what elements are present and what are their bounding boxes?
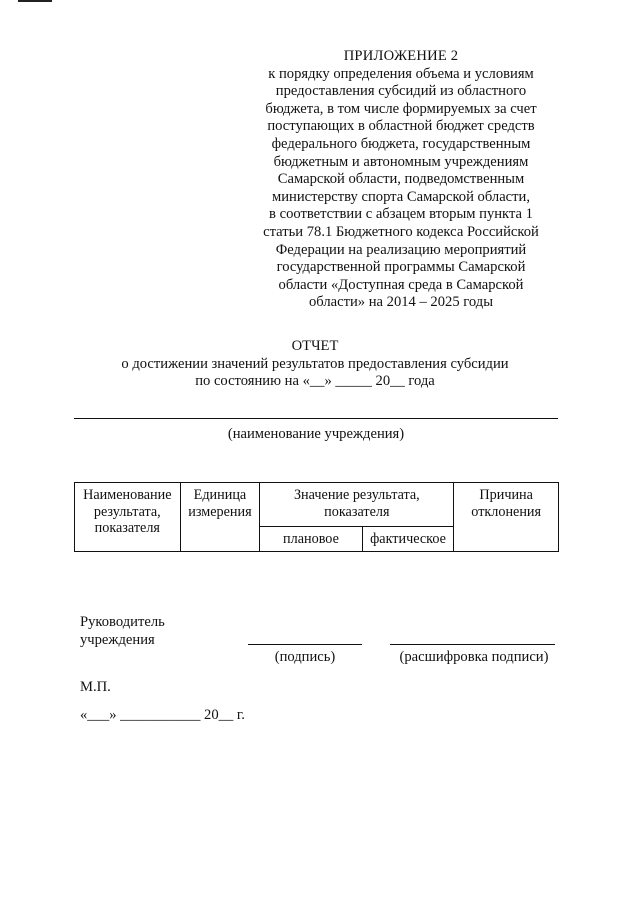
stamp-label: М.П. xyxy=(80,679,111,695)
appendix-block xyxy=(236,48,566,312)
signature-decoding-caption: (расшифровка подписи) xyxy=(399,649,549,665)
signature-caption: (подпись) xyxy=(274,649,336,665)
appendix-line: министерству спорта Самарской области, xyxy=(272,188,530,205)
appendix-line: предоставления субсидий из областного xyxy=(275,83,527,100)
appendix-line: Самарской области, подведомственным xyxy=(277,171,525,188)
header-unit: Единица измерения xyxy=(180,483,260,552)
header-planned: плановое xyxy=(260,527,362,552)
appendix-line: поступающих в областной бюджет средств xyxy=(267,118,535,135)
signature-line xyxy=(248,644,362,645)
appendix-title: ПРИЛОЖЕНИЕ 2 xyxy=(343,48,459,64)
table-header-row xyxy=(75,483,559,527)
appendix-line: области «Доступная среда в Самарской xyxy=(278,276,524,293)
header-value: Значение результата, показателя xyxy=(260,483,454,527)
organization-caption: (наименование учреждения) xyxy=(227,426,405,442)
date-line: «___» ___________ 20__ г. xyxy=(80,707,245,723)
scan-corner-mark xyxy=(18,0,52,6)
appendix-line: бюджета, в том числе формируемых за счет xyxy=(265,100,537,117)
appendix-line: Федерации на реализацию мероприятий xyxy=(275,241,527,258)
organization-name-line xyxy=(74,418,558,419)
header-actual: фактическое xyxy=(362,527,454,552)
results-table xyxy=(74,482,559,552)
appendix-line: к порядку определения объема и условиям xyxy=(268,65,534,82)
signature-decoding-line xyxy=(390,644,555,645)
report-title: ОТЧЕТ xyxy=(291,338,339,354)
report-subtitle: о достижении значений результатов предоставления субсидии xyxy=(121,355,509,372)
header-result-name: Наименование результата, показателя xyxy=(75,483,181,552)
appendix-line: статьи 78.1 Бюджетного кодекса Российской xyxy=(263,223,539,240)
report-heading xyxy=(60,338,570,391)
appendix-line: в соответствии с абзацем вторым пункта 1 xyxy=(269,206,533,223)
appendix-line: федерального бюджета, государственным xyxy=(271,135,531,152)
report-date-line: по состоянию на «__» _____ 20__ года xyxy=(195,373,435,390)
header-reason: Причина отклонения xyxy=(454,483,559,552)
appendix-line: бюджетным и автономным учреждениям xyxy=(273,153,529,170)
head-of-institution-label: Руководитель учреждения xyxy=(80,614,165,648)
appendix-line: области» на 2014 – 2025 годы xyxy=(308,294,493,311)
appendix-line: государственной программы Самарской xyxy=(276,259,526,276)
